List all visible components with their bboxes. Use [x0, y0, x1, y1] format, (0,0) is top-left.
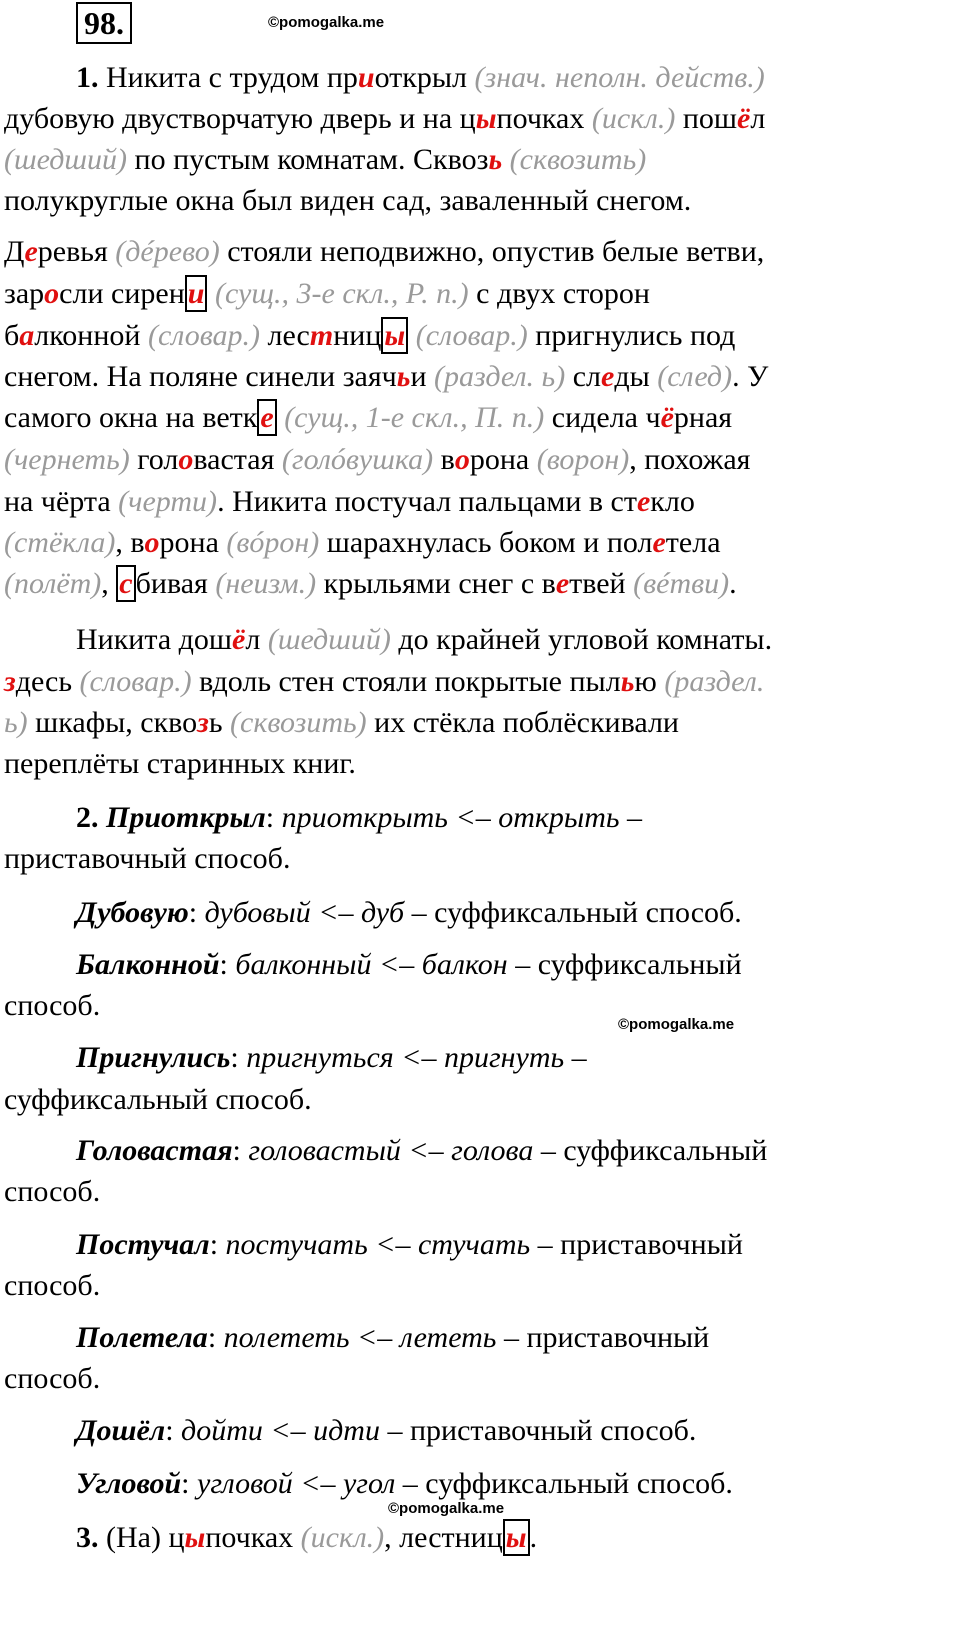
p1-line-9: самого окна на ветк е (сущ., 1-е скл., П. п.) сидела чёрная — [4, 401, 733, 434]
p1-line-4: полукруглые окна был виден сад, заваленный снегом. — [4, 184, 692, 217]
part2-entry-6-cont: способ. — [4, 1269, 101, 1302]
watermark-2: ©pomogalka.me — [618, 1016, 735, 1033]
watermark: ©pomogalka.me — [268, 14, 385, 31]
part2-entry-7-cont: способ. — [4, 1362, 101, 1395]
part2-entry-1: 2. Приоткрыл: приоткрыть <– открыть – — [76, 801, 643, 834]
p1-line-8: снегом. На поляне синели заячьи (раздел. ь) следы (след). У — [4, 360, 769, 393]
part2-entry-8: Дошёл: дойти <– идти – приставочный способ. — [76, 1414, 697, 1447]
part3-line: 3. (На) цыпочках (искл.), лестниц ы . — [76, 1521, 538, 1554]
p1-line-6: заросли сирен и (сущ., 3-е скл., Р. п.) с двух сторон — [4, 277, 650, 310]
part2-entry-7: Полетела: полететь <– лететь – приставочный — [76, 1321, 710, 1354]
part2-entry-5-cont: способ. — [4, 1175, 101, 1208]
p1-line-5: Деревья (дéрево) стояли неподвижно, опустив белые ветви, — [4, 235, 765, 268]
part2-entry-1-cont: приставочный способ. — [4, 842, 291, 875]
p1-line-7: балконной (словар.) лестниц ы (словар.) пригнулись под — [4, 319, 736, 352]
exercise-number: 98. — [76, 2, 132, 44]
p1-line-12: (стёкла), ворона (вóрон) шарахнулась боком и полетела — [4, 526, 721, 559]
part2-entry-6: Постучал: постучать <– стучать – приставочный — [76, 1228, 743, 1261]
p1-line-11: на чёрта (черти). Никита постучал пальцами в стекло — [4, 485, 695, 518]
part2-entry-4: Пригнулись: пригнуться <– пригнуть – — [76, 1041, 587, 1074]
p1-line-3: (шедший) по пустым комнатам. Сквозь (сквозить) — [4, 143, 647, 176]
part2-entry-5: Головастая: головастый <– голова – суффиксальный — [76, 1134, 768, 1167]
part2-entry-3: Балконной: балконный <– балкон – суффиксальный — [76, 948, 742, 981]
part2-entry-4-cont: суффиксальный способ. — [4, 1083, 312, 1116]
part2-entry-2: Дубовую: дубовый <– дуб – суффиксальный способ. — [76, 896, 742, 929]
p2-line-1: Никита дошёл (шедший) до крайней угловой комнаты. — [76, 623, 773, 656]
p2-line-2: здесь (словар.) вдоль стен стояли покрытые пылью (раздел. — [4, 665, 765, 698]
p1-line-1: 1. Никита с трудом приоткрыл (знач. неполн. действ.) — [76, 61, 765, 94]
p2-line-3: ь) шкафы, сквозь (сквозить) их стёкла поблёскивали — [4, 706, 679, 739]
p1-line-13: (полёт), с бивая (неизм.) крыльями снег с ветвей (вéтви). — [4, 567, 737, 600]
watermark-3: ©pomogalka.me — [388, 1500, 505, 1517]
p2-line-4: переплёты старинных книг. — [4, 747, 356, 780]
p1-line-10: (чернеть) головастая (голóвушка) ворона (ворон), похожая — [4, 443, 751, 476]
part2-entry-9: Угловой: угловой <– угол – суффиксальный способ. — [76, 1467, 733, 1500]
p1-line-2: дубовую двустворчатую дверь и на цыпочках (искл.) пошёл — [4, 102, 766, 135]
part2-entry-3-cont: способ. — [4, 989, 101, 1022]
